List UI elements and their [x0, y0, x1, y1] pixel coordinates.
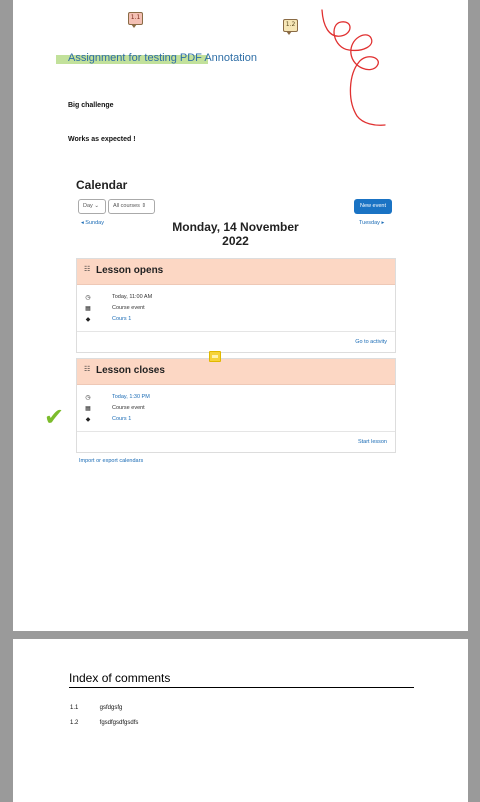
go-to-activity-link[interactable]: Go to activity: [355, 339, 387, 345]
event-title: Lesson opens: [96, 265, 164, 276]
comment-index-row: [70, 720, 138, 726]
calendar-icon: ▦: [85, 406, 91, 412]
next-day-link[interactable]: [359, 220, 384, 226]
event-type-row: [77, 304, 277, 314]
lesson-icon: ☷: [84, 366, 91, 373]
freehand-drawing-annotation[interactable]: [319, 8, 399, 130]
event-title: Lesson closes: [96, 365, 165, 376]
event-course-row: [77, 315, 277, 325]
event-details: [77, 285, 395, 331]
text-line-big-challenge: Big challenge: [68, 102, 114, 109]
arrow-left-icon: ◂: [81, 220, 84, 226]
calendar-icon: ▦: [85, 306, 91, 312]
event-type-row: [77, 404, 277, 414]
calendar-heading: Calendar: [76, 178, 128, 192]
clock-icon: ◷: [85, 295, 91, 301]
comment-index-row: [70, 705, 122, 711]
event-footer: [77, 431, 395, 452]
calendar-date: Monday, 14 November 2022: [172, 220, 299, 248]
event-card-lesson-closes: [76, 358, 396, 453]
event-time-row: [77, 393, 277, 403]
clock-icon: ◷: [85, 395, 91, 401]
event-course-row: [77, 415, 277, 425]
course-select[interactable]: [108, 199, 155, 214]
document-title-text: Assignment for testing PDF Annotation: [68, 52, 257, 64]
event-time-row: [77, 293, 277, 303]
event-time: Today, 11:00 AM: [112, 294, 153, 300]
graduation-cap-icon: ◆: [85, 317, 91, 323]
chevron-down-icon: ⌄: [94, 203, 99, 209]
view-select-value: Day: [83, 203, 93, 209]
event-course-link[interactable]: Cours 1: [112, 416, 132, 422]
event-header: [77, 359, 395, 385]
event-type: Course event: [112, 305, 145, 311]
comment-text: gsfdgsfg: [99, 705, 123, 711]
event-header: [77, 259, 395, 285]
previous-day-link[interactable]: [81, 220, 104, 226]
course-select-value: All courses: [113, 203, 140, 209]
event-details: [77, 385, 395, 431]
new-event-button[interactable]: New event: [354, 199, 392, 214]
lesson-icon: ☷: [84, 266, 91, 273]
checkmark-stamp-icon[interactable]: ✔: [44, 403, 65, 431]
import-export-calendars-link[interactable]: Import or export calendars: [79, 458, 144, 464]
pdf-page-1: [13, 0, 468, 631]
comment-marker-1-2[interactable]: 1.2: [283, 19, 298, 32]
comment-number: 1.1: [70, 705, 79, 711]
previous-day-label: Sunday: [85, 220, 104, 226]
document-title: [68, 52, 257, 64]
arrow-right-icon: ▸: [381, 220, 385, 226]
comment-text: fgsdfgsdfgsdfs: [99, 720, 139, 726]
event-type: Course event: [112, 405, 145, 411]
event-course-link[interactable]: Cours 1: [112, 316, 132, 322]
comment-number: 1.2: [70, 720, 79, 726]
event-card-lesson-opens: [76, 258, 396, 353]
pdf-page-2: [13, 639, 468, 802]
updown-chevron-icon: ⇕: [141, 203, 147, 209]
sticky-note-icon[interactable]: [209, 351, 221, 362]
index-of-comments-heading: Index of comments: [69, 671, 414, 688]
event-time: Today, 1:30 PM: [112, 394, 150, 400]
comment-marker-1-1[interactable]: 1.1: [128, 12, 143, 25]
graduation-cap-icon: ◆: [85, 417, 91, 423]
view-select[interactable]: [78, 199, 106, 214]
start-lesson-link[interactable]: Start lesson: [357, 439, 387, 445]
text-line-works-as-expected: Works as expected !: [68, 136, 136, 143]
next-day-label: Tuesday: [359, 220, 380, 226]
event-footer: [77, 331, 395, 352]
